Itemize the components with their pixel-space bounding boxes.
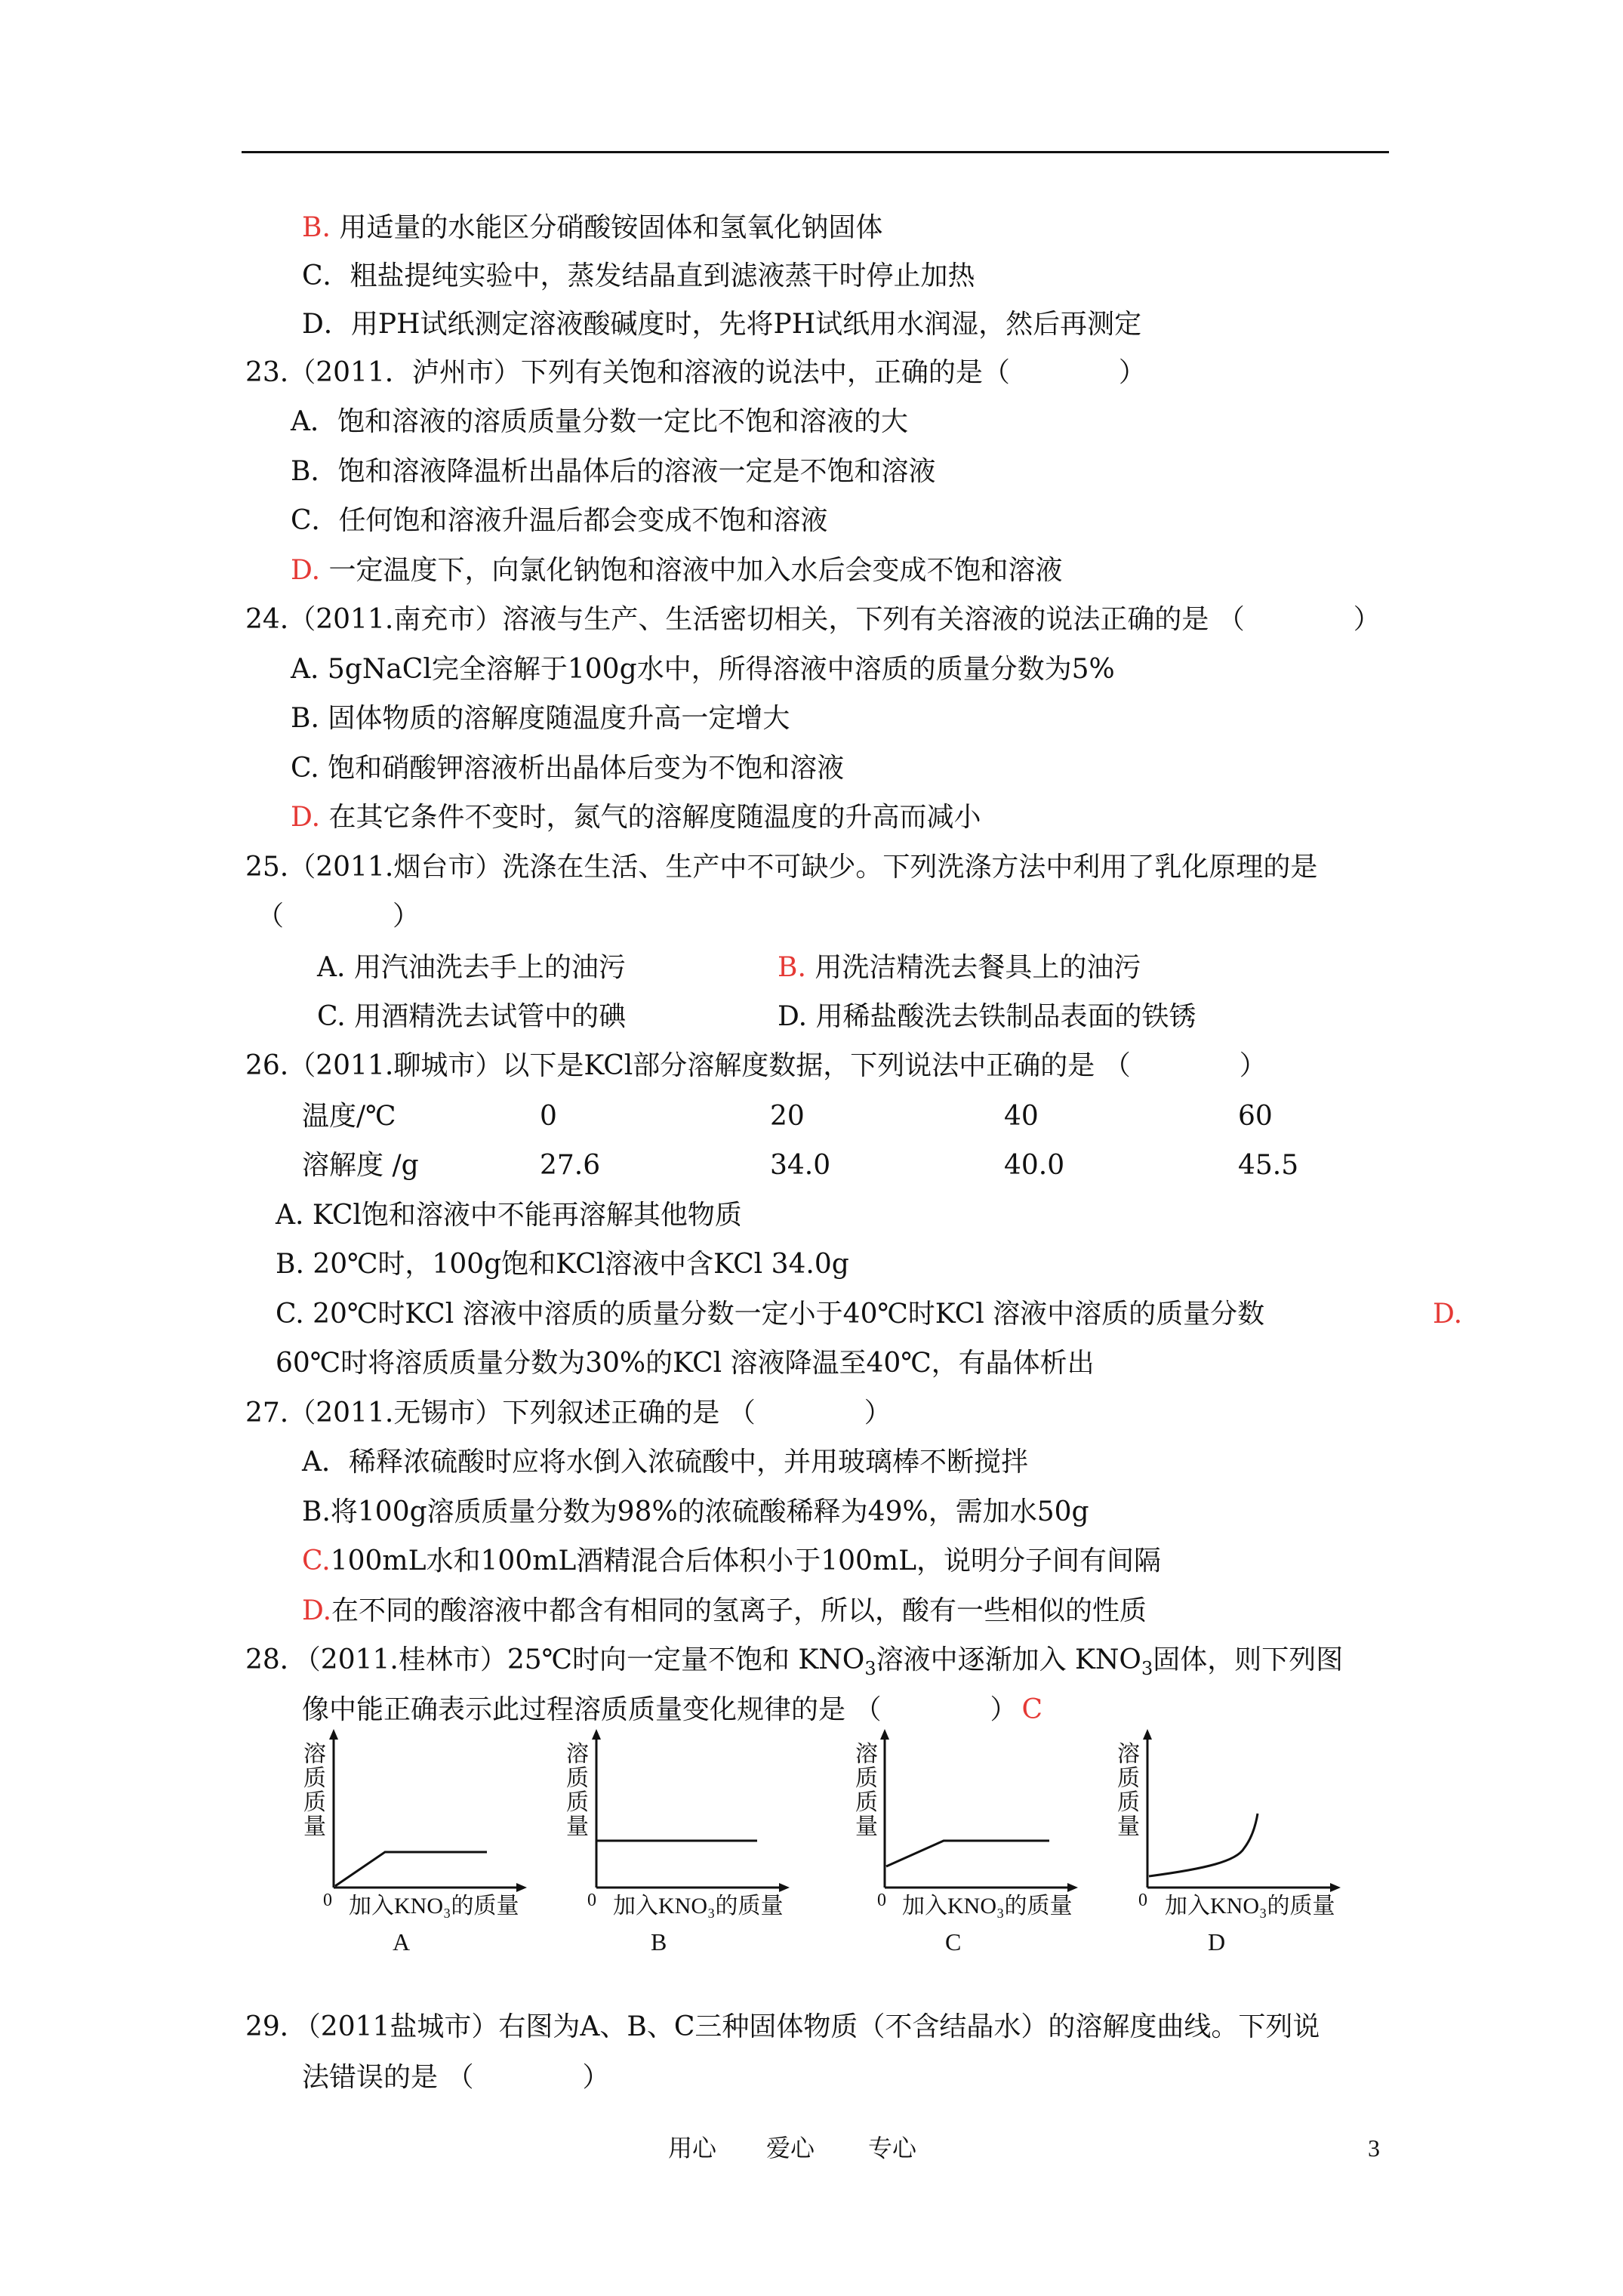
q27-option-c	[302, 1545, 1161, 1578]
q22-answer-mark: B.	[302, 212, 331, 243]
q22-option-d: D．用PH试纸测定溶液酸碱度时，先将PH试纸用水润湿，然后再测定	[302, 309, 1142, 340]
q23-option-d	[291, 554, 1063, 587]
table-cell: 40	[1004, 1101, 1039, 1132]
q25-answer-paren: （ ）	[257, 901, 420, 932]
q22-option-b	[302, 211, 882, 245]
q25-answer-mark: B.	[778, 952, 806, 983]
q23-answer-mark: D.	[291, 555, 321, 586]
graph-b-letter: B	[651, 1928, 667, 1955]
q25-option-d: D. 用稀盐酸洗去铁制品表面的铁锈	[778, 1001, 1196, 1032]
graph-d-letter: D	[1208, 1928, 1226, 1955]
table-cell: 40.0	[1004, 1150, 1065, 1181]
q25-option-a: A. 用汽油洗去手上的油污	[317, 952, 626, 983]
q28-stem-part2: 溶液中逐渐加入 KNO	[876, 1644, 1141, 1675]
q24-option-c: C. 饱和硝酸钾溶液析出晶体后变为不饱和溶液	[291, 753, 845, 784]
q28-stem	[245, 1644, 1343, 1685]
q24-answer-mark: D.	[291, 802, 321, 833]
q24-stem: 24.（2011.南充市）溶液与生产、生活密切相关，下列有关溶液的说法正确的是 （ ）	[245, 604, 1381, 635]
q23-option-d-text: 一定温度下，向氯化钠饱和溶液中加入水后会变成不饱和溶液	[328, 555, 1063, 586]
table-cell: 27.6	[540, 1150, 601, 1181]
table-cell: 0	[540, 1101, 557, 1132]
q29-stem-line2: 法错误的是 （ ）	[302, 2062, 610, 2093]
q23-option-b: B．饱和溶液降温析出晶体后的溶液一定是不饱和溶液	[291, 456, 936, 487]
q26-option-d: 60℃时将溶质质量分数为30%的KCl 溶液降温至40℃，有晶体析出	[276, 1348, 1095, 1379]
q22-option-c: C．粗盐提纯实验中，蒸发结晶直到滤液蒸干时停止加热	[302, 260, 975, 291]
table-cell: 20	[770, 1101, 805, 1132]
graph-c-ylabel: 溶质质量	[855, 1741, 878, 1840]
table-row2-label: 溶解度 /g	[302, 1150, 419, 1181]
table-cell: 45.5	[1238, 1150, 1299, 1181]
q24-option-a: A. 5gNaCl完全溶解于100g水中，所得溶液中溶质的质量分数为5%	[291, 654, 1115, 685]
q22-option-b-text: 用适量的水能区分硝酸铵固体和氢氧化钠固体	[339, 212, 883, 243]
header-rule	[242, 151, 1389, 153]
graph-a	[325, 1729, 528, 1895]
page-number: 3	[1368, 2134, 1380, 2162]
q26-option-c: C. 20℃时KCl 溶液中溶质的质量分数一定小于40℃时KCl 溶液中溶质的质量分数	[276, 1299, 1265, 1330]
graph-a-origin: 0	[323, 1891, 332, 1910]
q27-option-d	[302, 1595, 1147, 1628]
q27-option-b: B.将100g溶质质量分数为98%的浓硫酸稀释为49%，需加水50g	[302, 1496, 1089, 1527]
q28-stem2-text: 像中能正确表示此过程溶质质量变化规律的是 （ ）	[302, 1694, 1018, 1725]
q27-answer-mark-d: D.	[302, 1595, 332, 1626]
q28-stem-part1: 28．（2011.桂林市）25℃时向一定量不饱和 KNO	[245, 1644, 865, 1675]
table-row1-label: 温度/℃	[302, 1101, 396, 1132]
graph-b-ylabel: 溶质质量	[566, 1741, 589, 1840]
graph-c-origin: 0	[877, 1891, 886, 1910]
q23-option-c: C．任何饱和溶液升温后都会变成不饱和溶液	[291, 505, 828, 536]
q27-option-c-text: 100mL水和100mL酒精混合后体积小于100mL，说明分子间有间隔	[330, 1546, 1161, 1576]
graph-c-letter: C	[945, 1928, 962, 1955]
footer-word: 爱心	[766, 2134, 815, 2162]
q24-option-b: B. 固体物质的溶解度随温度升高一定增大	[291, 703, 790, 734]
q24-option-d-text: 在其它条件不变时，氮气的溶解度随温度的升高而减小	[328, 802, 981, 833]
subscript: 3	[1141, 1658, 1153, 1680]
graph-a-letter: A	[393, 1928, 411, 1955]
q27-answer-mark-c: C.	[302, 1546, 331, 1576]
graph-b	[587, 1729, 791, 1895]
q26-stem: 26.（2011.聊城市）以下是KCl部分溶解度数据，下列说法中正确的是 （ ）	[245, 1050, 1267, 1081]
graph-a-ylabel: 溶质质量	[303, 1741, 326, 1840]
q25-stem: 25.（2011.烟台市）洗涤在生活、生产中不可缺少。下列洗涤方法中利用了乳化原理的是	[245, 852, 1318, 883]
q28-stem-part3: 固体，则下列图	[1153, 1644, 1344, 1675]
q25-option-c: C. 用酒精洗去试管中的碘	[317, 1001, 627, 1032]
q23-option-a: A．饱和溶液的溶质质量分数一定比不饱和溶液的大	[291, 406, 908, 437]
q24-option-d	[291, 801, 981, 834]
footer-word: 用心	[668, 2134, 717, 2162]
graph-c	[876, 1729, 1079, 1895]
q27-option-d-text: 在不同的酸溶液中都含有相同的氢离子，所以，酸有一些相似的性质	[331, 1595, 1147, 1626]
q25-option-b	[778, 951, 1141, 985]
graph-d	[1138, 1729, 1342, 1895]
q26-option-b: B. 20℃时，100g饱和KCl溶液中含KCl 34.0g	[276, 1249, 849, 1280]
q28-answer-mark: C	[1021, 1694, 1042, 1725]
graph-a-xlabel: 加入KNO₃的质量	[349, 1894, 519, 1918]
subscript: 3	[864, 1658, 876, 1680]
q27-stem: 27.（2011.无锡市）下列叙述正确的是 （ ）	[245, 1398, 892, 1428]
q28-stem-line2	[302, 1693, 1042, 1727]
graph-b-origin: 0	[587, 1891, 596, 1910]
table-cell: 34.0	[770, 1150, 831, 1181]
graph-b-xlabel: 加入KNO₃的质量	[613, 1894, 784, 1918]
q26-option-a: A. KCl饱和溶液中不能再溶解其他物质	[276, 1200, 742, 1231]
table-cell: 60	[1238, 1101, 1273, 1132]
q23-stem: 23.（2011．泸州市）下列有关饱和溶液的说法中，正确的是（ ）	[245, 357, 1146, 388]
q26-answer-mark: D.	[1433, 1299, 1463, 1330]
graph-d-ylabel: 溶质质量	[1117, 1741, 1140, 1840]
footer-word: 专心	[868, 2134, 917, 2162]
graph-d-xlabel: 加入KNO₃的质量	[1165, 1894, 1335, 1918]
graph-d-origin: 0	[1138, 1891, 1147, 1910]
q27-option-a: A．稀释浓硫酸时应将水倒入浓硫酸中，并用玻璃棒不断搅拌	[302, 1447, 1028, 1478]
q25-option-b-text: 用洗洁精洗去餐具上的油污	[815, 952, 1141, 983]
q29-stem: 29．（2011盐城市）右图为A、B、C三种固体物质（不含结晶水）的溶解度曲线。下列说	[245, 2011, 1320, 2042]
graph-c-xlabel: 加入KNO₃的质量	[902, 1894, 1073, 1918]
